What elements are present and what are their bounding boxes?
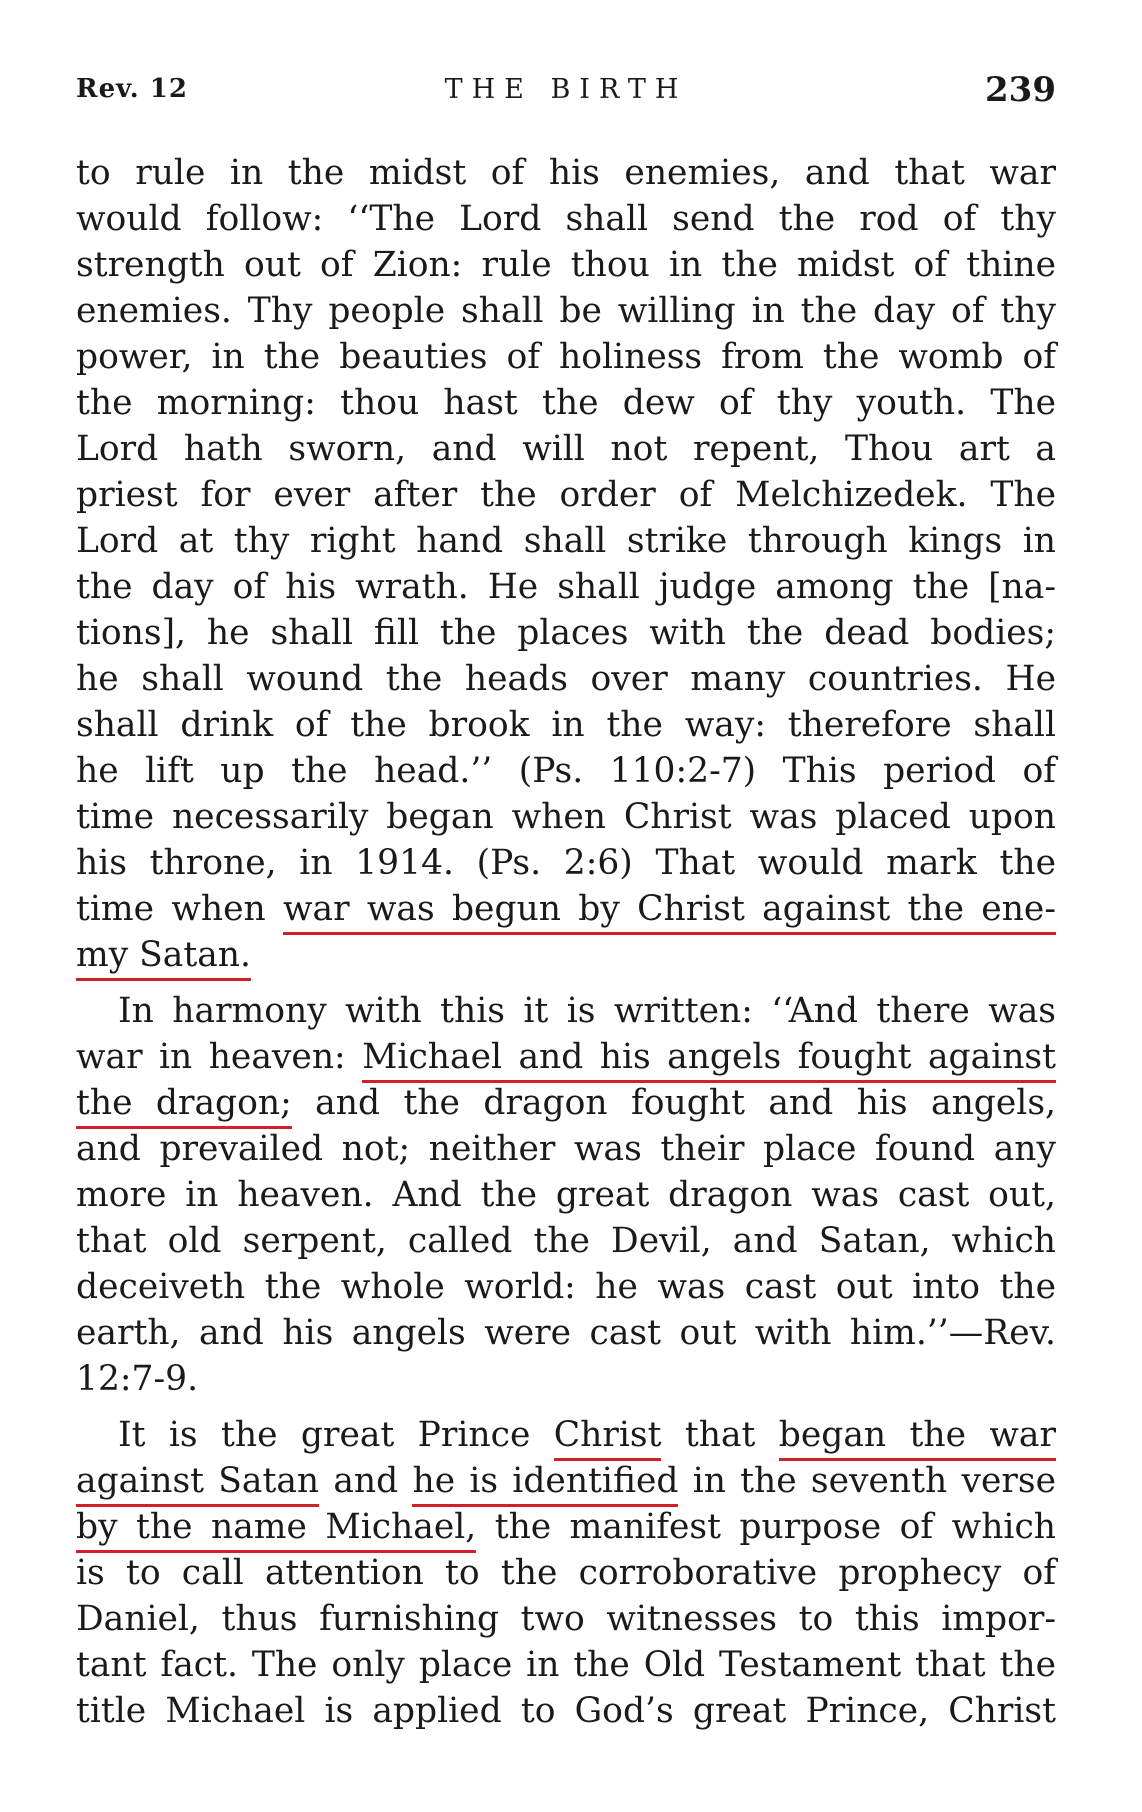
text-line: shall drink of the brook in the way: therefore shall — [76, 705, 1056, 745]
text-line — [76, 1034, 1056, 1080]
page-body — [76, 150, 1056, 1734]
chapter-reference: Rev. 12 — [76, 74, 188, 104]
paragraph-1 — [76, 150, 1056, 978]
underlined-phrase: Christ — [554, 1415, 662, 1461]
text-line: time necessarily began when Christ was placed upon — [76, 797, 1056, 837]
text-line: would follow: ‘‘The Lord shall send the rod of thy — [76, 199, 1056, 239]
line-text: and — [319, 1461, 413, 1501]
line-text: the manifest purpose of which — [476, 1507, 1056, 1547]
text-line: priest for ever after the order of Melchizedek. The — [76, 475, 1056, 515]
line-text: that — [661, 1415, 779, 1455]
underlined-phrase: the dragon; — [76, 1083, 292, 1129]
text-line: Lord at thy right hand shall strike through kings in — [76, 521, 1056, 561]
text-line — [76, 1080, 1056, 1126]
line-text: It is the great Prince — [118, 1415, 554, 1455]
text-line: tant fact. The only place in the Old Testament that the — [76, 1645, 1056, 1685]
text-line — [76, 1412, 1056, 1458]
paragraph-3 — [76, 1412, 1056, 1734]
text-line — [76, 932, 1056, 978]
text-line: 12:7-9. — [76, 1359, 199, 1399]
line-text: time when — [76, 889, 283, 929]
page-number: 239 — [985, 70, 1056, 110]
text-line: In harmony with this it is written: ‘‘And there was — [118, 991, 1056, 1031]
underlined-phrase: against Satan — [76, 1461, 319, 1507]
text-line: he lift up the head.’’ (Ps. 110:2-7) This period of — [76, 751, 1056, 791]
text-line: power, in the beauties of holiness from the womb of — [76, 337, 1056, 377]
text-line: that old serpent, called the Devil, and Satan, which — [76, 1221, 1056, 1261]
text-line: is to call attention to the corroborative prophecy of — [76, 1553, 1056, 1593]
text-line: to rule in the midst of his enemies, and that war — [76, 153, 1056, 193]
underlined-phrase: Michael and his angels fought against — [362, 1037, 1056, 1083]
text-line — [76, 1504, 1056, 1550]
text-line: deceiveth the whole world: he was cast out into the — [76, 1267, 1056, 1307]
text-line: tions], he shall fill the places with the dead bodies; — [76, 613, 1056, 653]
running-title: THE BIRTH — [444, 74, 688, 105]
text-line — [76, 1458, 1056, 1504]
underlined-phrase: my Satan. — [76, 935, 251, 981]
text-line: his throne, in 1914. (Ps. 2:6) That would mark the — [76, 843, 1056, 883]
underlined-phrase: he is identified — [412, 1461, 678, 1507]
text-line: title Michael is applied to God’s great Prince, Christ — [76, 1691, 1056, 1731]
text-line: and prevailed not; neither was their place found any — [76, 1129, 1056, 1169]
text-line: the day of his wrath. He shall judge among the [na- — [76, 567, 1056, 607]
text-line: he shall wound the heads over many countries. He — [76, 659, 1056, 699]
text-line — [76, 886, 1056, 932]
underlined-phrase: began the war — [779, 1415, 1056, 1461]
text-line: strength out of Zion: rule thou in the midst of thine — [76, 245, 1056, 285]
text-line: earth, and his angels were cast out with him.’’—Rev. — [76, 1313, 1056, 1353]
text-line: more in heaven. And the great dragon was cast out, — [76, 1175, 1056, 1215]
text-line: Lord hath sworn, and will not repent, Thou art a — [76, 429, 1056, 469]
text-line: the morning: thou hast the dew of thy youth. The — [76, 383, 1056, 423]
paragraph-2 — [76, 988, 1056, 1402]
underlined-phrase: war was begun by Christ against the ene- — [283, 889, 1056, 935]
running-header — [76, 62, 1056, 112]
text-line: enemies. Thy people shall be willing in the day of thy — [76, 291, 1056, 331]
line-text: war in heaven: — [76, 1037, 363, 1077]
underlined-phrase: by the name Michael, — [76, 1507, 476, 1553]
line-text: in the seventh verse — [678, 1461, 1056, 1501]
text-line: Daniel, thus furnishing two witnesses to this impor- — [76, 1599, 1056, 1639]
line-text: and the dragon fought and his angels, — [291, 1083, 1056, 1123]
